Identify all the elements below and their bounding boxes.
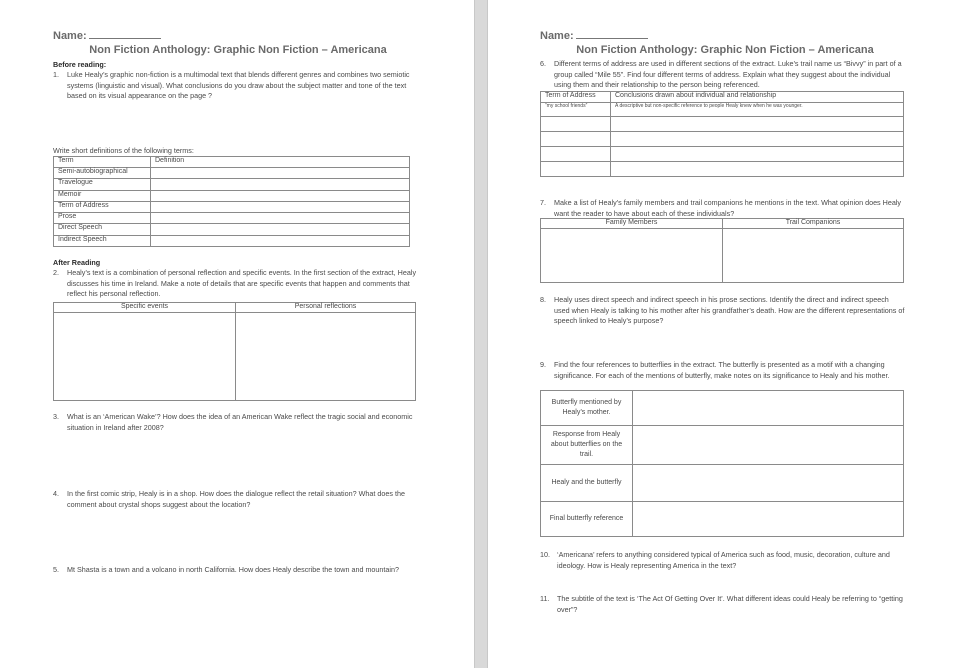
- definition-cell[interactable]: [151, 213, 410, 224]
- question-6: 6. Different terms of address are used in different sections of the extract. Luke’s trail name us “Bivvy” in part of a group called “Mile 55”. Find four different terms of address. Explain what they suggest about the individual using them and their relationship to the person being referenced.: [540, 59, 902, 90]
- conclusion-cell[interactable]: [611, 132, 904, 147]
- page-gutter: [474, 0, 488, 668]
- conclusion-cell[interactable]: [611, 162, 904, 177]
- butterfly-row-label: Butterfly mentioned by Healy’s mother.: [541, 391, 633, 426]
- question-1: 1. Luke Healy’s graphic non-fiction is a multimodal text that blends different genres and combines two semiotic systems (linguistic and visual). What conclusions do you draw about the subject matter and tone of the text based on its visual appearance on the page ?: [53, 70, 410, 101]
- trail-companions-header: Trail Companions: [723, 219, 904, 229]
- example-term-cell: “my school friends”: [541, 103, 611, 117]
- term-of-address-cell[interactable]: [541, 162, 611, 177]
- term-cell: Term of Address: [54, 201, 151, 212]
- page-title: Non Fiction Anthology: Graphic Non Fiction – Americana: [89, 44, 387, 56]
- personal-reflections-header: Personal reflections: [236, 303, 416, 313]
- question-9: 9. Find the four references to butterflies in the extract. The butterfly is presented as a motif with a changing significance. For each of the mentions of butterfly, make notes on its significance to Healy and his mother.: [540, 360, 890, 380]
- butterfly-row-label: Response from Healy about butterflies on the trail.: [541, 426, 633, 465]
- term-cell: Direct Speech: [54, 224, 151, 235]
- specific-events-header: Specific events: [54, 303, 236, 313]
- conclusions-header: Conclusions drawn about individual and relationship: [611, 92, 904, 103]
- term-of-address-cell[interactable]: [541, 132, 611, 147]
- definitions-table: [53, 156, 410, 247]
- worksheet-page-right: [488, 0, 962, 668]
- events-reflections-table: [53, 302, 416, 401]
- question-11: 11. The subtitle of the text is ‘The Act Of Getting Over It’. What different ideas could Healy be referring to “getting over”?: [540, 594, 903, 614]
- term-cell: Travelogue: [54, 179, 151, 190]
- family-members-header: Family Members: [541, 219, 723, 229]
- name-blank-line[interactable]: [89, 30, 161, 39]
- definition-cell[interactable]: [151, 235, 410, 246]
- term-cell: Prose: [54, 213, 151, 224]
- definitions-intro: Write short definitions of the following terms:: [53, 146, 194, 155]
- name-field[interactable]: Name:: [540, 30, 648, 42]
- conclusion-cell[interactable]: [611, 147, 904, 162]
- before-reading-heading: Before reading:: [53, 60, 107, 69]
- term-cell: Semi-autobiographical: [54, 168, 151, 179]
- question-2: 2. Healy’s text is a combination of personal reflection and specific events. In the first section of the extract, Healy discusses his time in Ireland. Make a note of details that are specific events that happen and comments that reflect his personal reflection.: [53, 268, 417, 299]
- conclusion-cell[interactable]: [611, 117, 904, 132]
- specific-events-cell[interactable]: [54, 313, 236, 401]
- term-header: Term: [54, 157, 151, 168]
- terms-of-address-table: [540, 91, 904, 177]
- trail-companions-cell[interactable]: [723, 229, 904, 283]
- definition-cell[interactable]: [151, 224, 410, 235]
- name-blank-line[interactable]: [576, 30, 648, 39]
- butterfly-notes-cell[interactable]: [633, 426, 904, 465]
- worksheet-page-left: [0, 0, 474, 668]
- butterfly-row-label: Healy and the butterfly: [541, 465, 633, 502]
- question-8: 8. Healy uses direct speech and indirect speech in his prose sections. Identify the direct and indirect speech used when Healy is talking to his mother after his grandfather’s death. How are the different representations of speech linked to Healy’s purpose?: [540, 295, 905, 326]
- family-companions-table: [540, 218, 904, 283]
- page-title: Non Fiction Anthology: Graphic Non Fiction – Americana: [576, 44, 874, 56]
- term-of-address-header: Term of Address: [541, 92, 611, 103]
- butterfly-notes-cell[interactable]: [633, 465, 904, 502]
- term-cell: Indirect Speech: [54, 235, 151, 246]
- butterfly-table: [540, 390, 904, 537]
- definition-cell[interactable]: [151, 201, 410, 212]
- definition-cell[interactable]: [151, 190, 410, 201]
- name-field[interactable]: Name:: [53, 30, 161, 42]
- definition-cell[interactable]: [151, 168, 410, 179]
- butterfly-row-label: Final butterfly reference: [541, 502, 633, 537]
- question-10: 10. ‘Americana’ refers to anything considered typical of America such as food, music, decoration, culture and ideology. How is Healy representing America in the text?: [540, 550, 890, 570]
- definition-header: Definition: [151, 157, 410, 168]
- term-cell: Memoir: [54, 190, 151, 201]
- term-of-address-cell[interactable]: [541, 147, 611, 162]
- question-5: 5. Mt Shasta is a town and a volcano in north California. How does Healy describe the town and mountain?: [53, 565, 400, 574]
- personal-reflections-cell[interactable]: [236, 313, 416, 401]
- after-reading-heading: After Reading: [53, 258, 101, 267]
- question-4: 4. In the first comic strip, Healy is in a shop. How does the dialogue reflect the retail situation? What does the comment about crystal shops suggest about the location?: [53, 489, 405, 509]
- question-3: 3. What is an ‘American Wake’? How does the idea of an American Wake reflect the tragic social and economic situation in Ireland after 2008?: [53, 412, 413, 432]
- definition-cell[interactable]: [151, 179, 410, 190]
- question-7: 7. Make a list of Healy’s family members and trail companions he mentions in the text. What opinion does Healy want the reader to have about each of these individuals?: [540, 198, 902, 218]
- butterfly-notes-cell[interactable]: [633, 502, 904, 537]
- family-members-cell[interactable]: [541, 229, 723, 283]
- example-conclusion-cell: A descriptive but non-specific reference to people Healy knew when he was younger.: [611, 103, 904, 117]
- term-of-address-cell[interactable]: [541, 117, 611, 132]
- butterfly-notes-cell[interactable]: [633, 391, 904, 426]
